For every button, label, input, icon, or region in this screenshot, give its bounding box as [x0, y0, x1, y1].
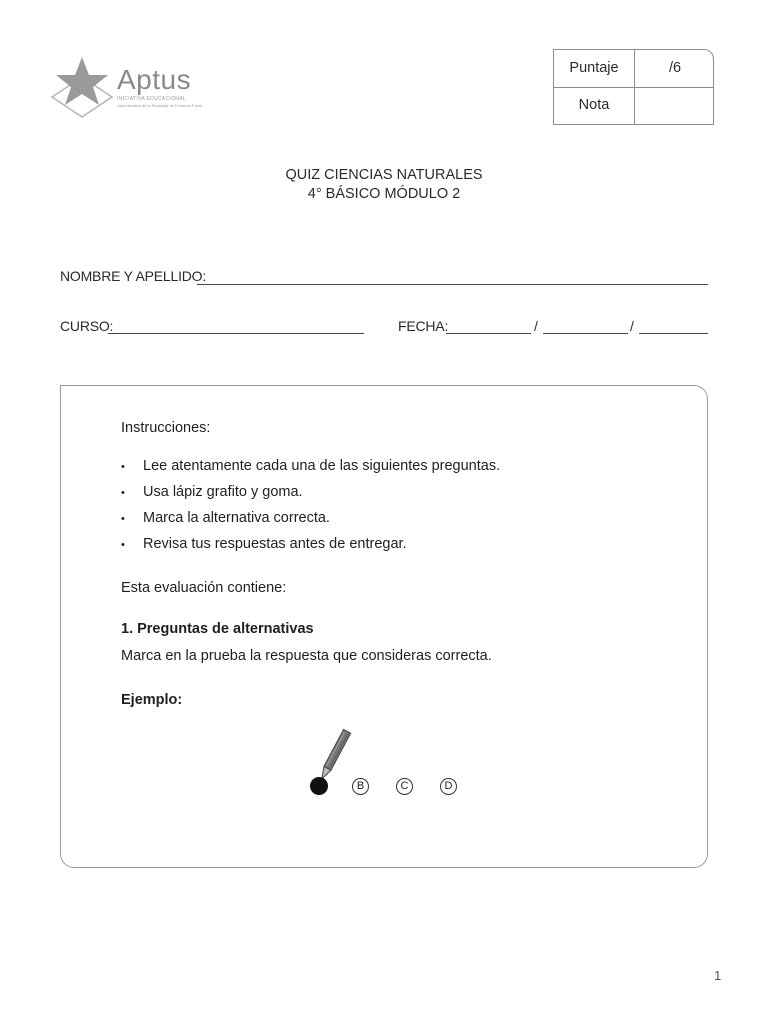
puntaje-label: Puntaje: [569, 60, 619, 76]
bullet-icon: •: [121, 513, 125, 525]
curso-field[interactable]: [108, 333, 364, 334]
fecha-label: FECHA:: [398, 318, 449, 334]
instruction-item: Revisa tus respuestas antes de entregar.: [143, 536, 407, 552]
logo-subtitle: INICIATIVA EDUCACIONAL: [117, 96, 186, 102]
nombre-field[interactable]: [197, 284, 708, 285]
option-c-bubble[interactable]: C: [396, 778, 413, 795]
fecha-separator: /: [534, 318, 538, 334]
evaluation-contains: Esta evaluación contiene:: [121, 580, 287, 596]
bullet-icon: •: [121, 539, 125, 551]
section-title: 1. Preguntas de alternativas: [121, 621, 314, 637]
page-number: 1: [714, 968, 722, 983]
option-d-bubble[interactable]: D: [440, 778, 457, 795]
fecha-day-field[interactable]: [446, 333, 531, 334]
curso-label: CURSO:: [60, 318, 114, 334]
instructions-heading: Instrucciones:: [121, 420, 211, 436]
instruction-item: Lee atentamente cada una de las siguientes preguntas.: [143, 458, 501, 474]
fecha-year-field[interactable]: [639, 333, 708, 334]
fecha-separator: /: [630, 318, 634, 334]
quiz-title: QUIZ CIENCIAS NATURALES: [285, 167, 483, 183]
example-label: Ejemplo:: [121, 692, 183, 708]
bullet-icon: •: [121, 461, 125, 473]
quiz-subtitle: 4° BÁSICO MÓDULO 2: [307, 186, 461, 202]
logo-name: Aptus: [117, 64, 192, 95]
nombre-label: NOMBRE Y APELLIDO:: [60, 268, 207, 284]
fecha-month-field[interactable]: [543, 333, 628, 334]
bullet-icon: •: [121, 487, 125, 499]
filled-answer-bubble: [310, 777, 328, 795]
score-table: [553, 49, 714, 125]
nota-label: Nota: [578, 97, 610, 113]
logo-tagline: Una iniciativa de la Sociedad de Fomento Fabril: [117, 103, 202, 108]
instruction-item: Marca la alternativa correcta.: [143, 510, 330, 526]
puntaje-value: /6: [668, 60, 682, 76]
instruction-item: Usa lápiz grafito y goma.: [143, 484, 303, 500]
section-text: Marca en la prueba la respuesta que consideras correcta.: [121, 648, 492, 664]
option-b-bubble[interactable]: B: [352, 778, 369, 795]
